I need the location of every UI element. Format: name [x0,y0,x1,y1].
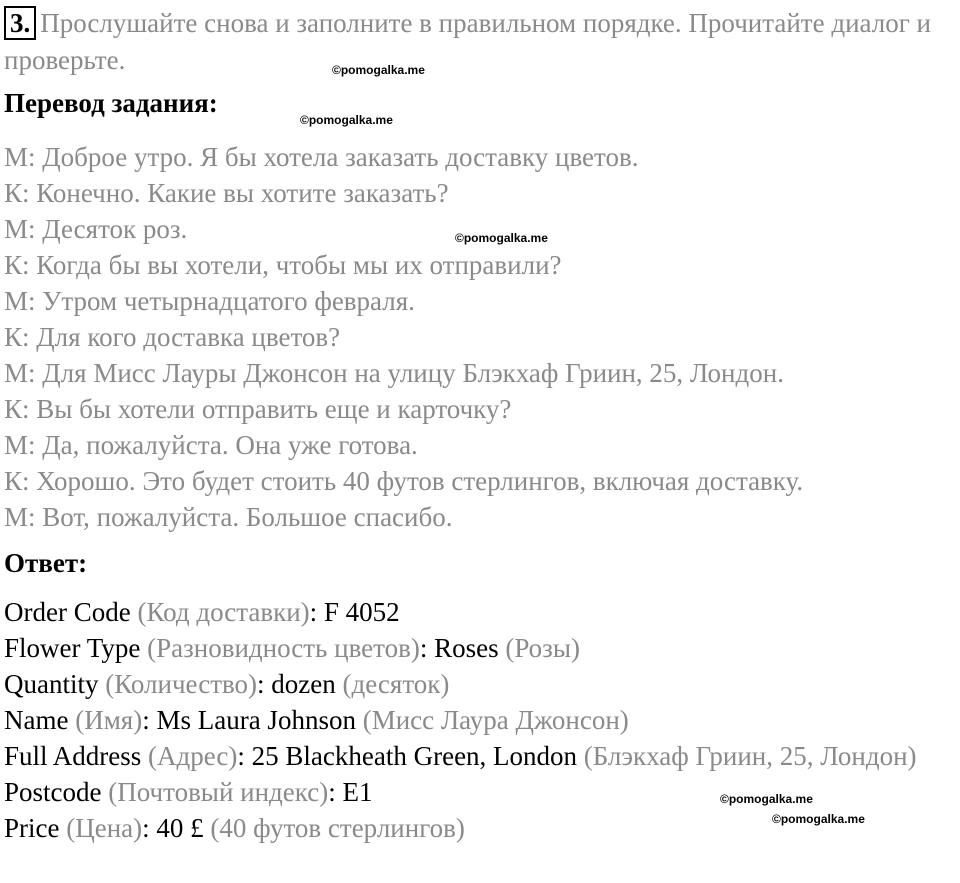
answer-label-ru: (Цена) [66,813,143,843]
watermark: ©pomogalka.me [332,63,425,77]
answer-value-ru: (40 футов стерлингов) [210,813,465,843]
answer-label-ru: (Адрес) [148,741,238,771]
answer-label-ru: (Почтовый индекс) [108,777,329,807]
answer-row-name [4,702,954,738]
dialogue-line: М: Доброе утро. Я бы хотела заказать доставку цветов. [4,142,639,172]
answer-row-quantity [4,666,954,702]
answer-label: Price [4,813,60,843]
answer-label-ru: (Код доставки) [137,597,310,627]
answer-row-flower-type [4,630,954,666]
answer-value: : E1 [328,777,373,807]
dialogue-line: К: Конечно. Какие вы хотите заказать? [4,178,449,208]
answer-value: : dozen [257,669,336,699]
answer-value-ru: (Блэкхаф Гриин, 25, Лондон) [583,741,917,771]
watermark: ©pomogalka.me [300,113,393,127]
dialogue-line: М: Вот, пожалуйста. Большое спасибо. [4,502,453,532]
answer-value: : Roses [419,633,499,663]
task-text: Прослушайте снова и заполните в правильном порядке. Прочитайте диалог и проверьте. [4,8,931,75]
answer-value: : F 4052 [309,597,400,627]
dialogue-line: К: Когда бы вы хотели, чтобы мы их отправили? [4,250,562,280]
answer-label: Full Address [4,741,142,771]
answer-label: Postcode [4,777,102,807]
answer-value: : 40 £ [142,813,204,843]
answer-row-full-address [4,738,954,774]
dialogue-line: К: Хорошо. Это будет стоить 40 футов стерлингов, включая доставку. [4,466,804,496]
dialogue-line: М: Для Мисс Лауры Джонсон на улицу Блэкхаф Гриин, 25, Лондон. [4,358,784,388]
translation-heading: Перевод задания: [4,88,218,118]
dialogue-line: М: Десяток роз. [4,214,188,244]
answer-list [4,594,954,846]
dialogue-line: М: Утром четырнадцатого февраля. [4,286,415,316]
watermark: ©pomogalka.me [720,792,813,806]
answer-label-ru: (Разновидность цветов) [147,633,420,663]
answer-value: : Ms Laura Johnson [142,705,356,735]
watermark: ©pomogalka.me [772,812,865,826]
task-instruction [4,5,954,79]
answer-value: : 25 Blackheath Green, London [237,741,578,771]
dialogue-line: М: Да, пожалуйста. Она уже готова. [4,430,418,460]
dialogue-line: К: Для кого доставка цветов? [4,322,341,352]
answer-value-ru: (Мисс Лаура Джонсон) [362,705,629,735]
answer-label: Name [4,705,69,735]
answer-label-ru: (Имя) [75,705,143,735]
answer-label: Flower Type [4,633,141,663]
answer-value-ru: (Розы) [505,633,580,663]
task-number: 3. [4,6,36,40]
answer-row-order-code [4,594,954,630]
answer-heading: Ответ: [4,548,88,578]
dialogue-line: К: Вы бы хотели отправить еще и карточку? [4,394,512,424]
answer-label: Order Code [4,597,131,627]
watermark: ©pomogalka.me [455,231,548,245]
answer-value-ru: (десяток) [342,669,450,699]
dialogue [4,139,803,535]
answer-label: Quantity [4,669,99,699]
answer-label-ru: (Количество) [105,669,258,699]
